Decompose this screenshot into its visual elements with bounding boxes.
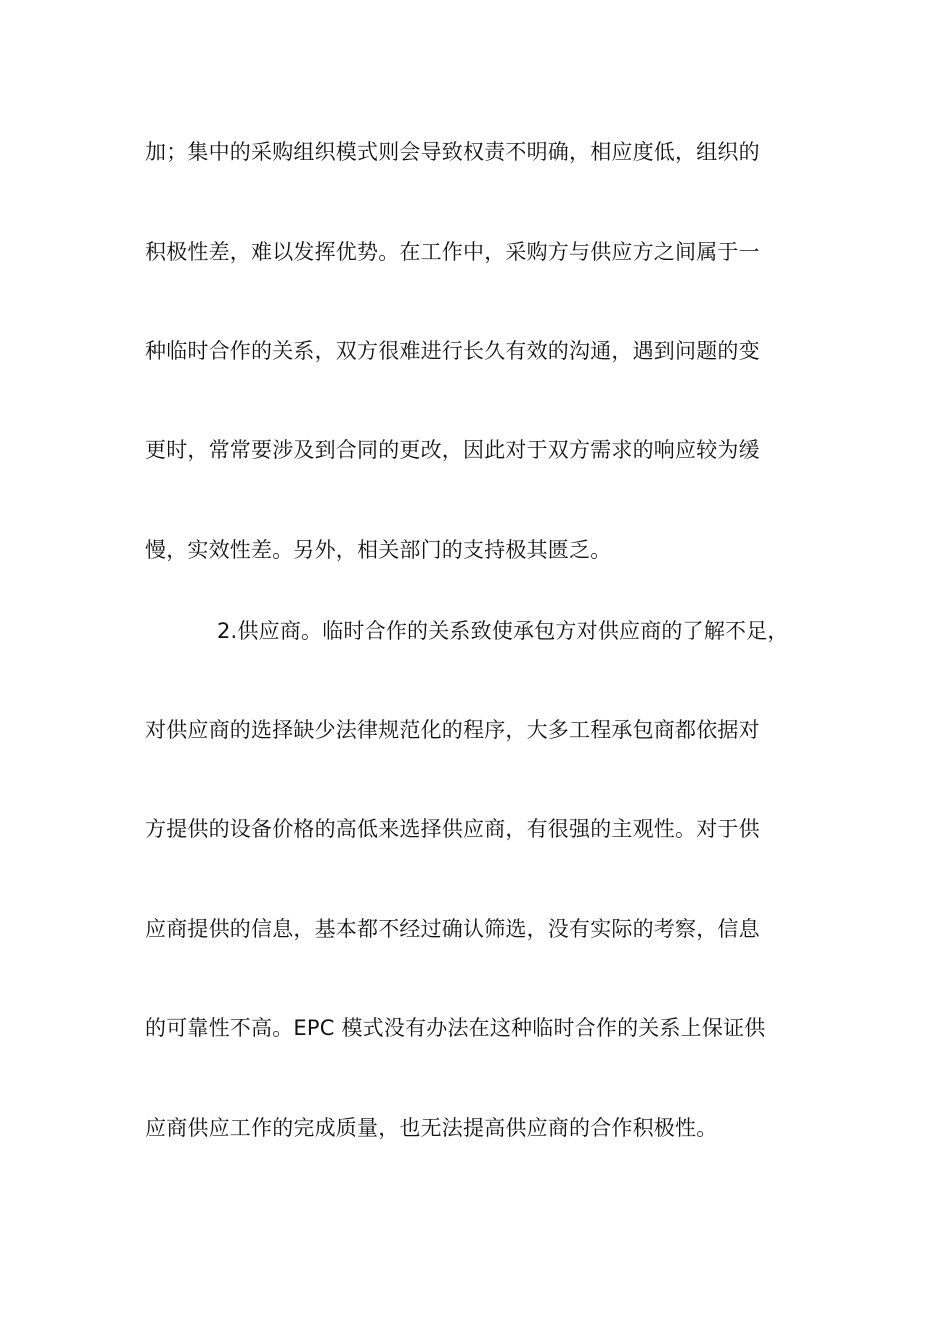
- paragraph-line: 的可靠性不高。EPC 模式没有办法在这种临时合作的关系上保证供: [145, 1016, 766, 1040]
- paragraph-line: 对供应商的选择缺少法律规范化的程序，大多工程承包商都依据对: [145, 718, 760, 742]
- paragraph-line: 应商供应工作的完成质量，也无法提高供应商的合作积极性。: [145, 1116, 718, 1140]
- paragraph-line: 慢，实效性差。另外，相关部门的支持极其匮乏。: [145, 538, 612, 562]
- paragraph-heading-line: 2.供应商。临时合作的关系致使承包方对供应商的了解不足，: [217, 619, 789, 643]
- paragraph-line: 积极性差，难以发挥优势。在工作中，采购方与供应方之间属于一: [145, 240, 760, 264]
- paragraph-line: 加；集中的采购组织模式则会导致权责不明确，相应度低，组织的: [145, 140, 760, 164]
- paragraph-line: 应商提供的信息，基本都不经过确认筛选，没有实际的考察，信息: [145, 917, 760, 941]
- paragraph-line: 更时，常常要涉及到合同的更改，因此对于双方需求的响应较为缓: [145, 438, 760, 462]
- paragraph-line: 方提供的设备价格的高低来选择供应商，有很强的主观性。对于供: [145, 817, 760, 841]
- paragraph-line: 种临时合作的关系，双方很难进行长久有效的沟通，遇到问题的变: [145, 339, 760, 363]
